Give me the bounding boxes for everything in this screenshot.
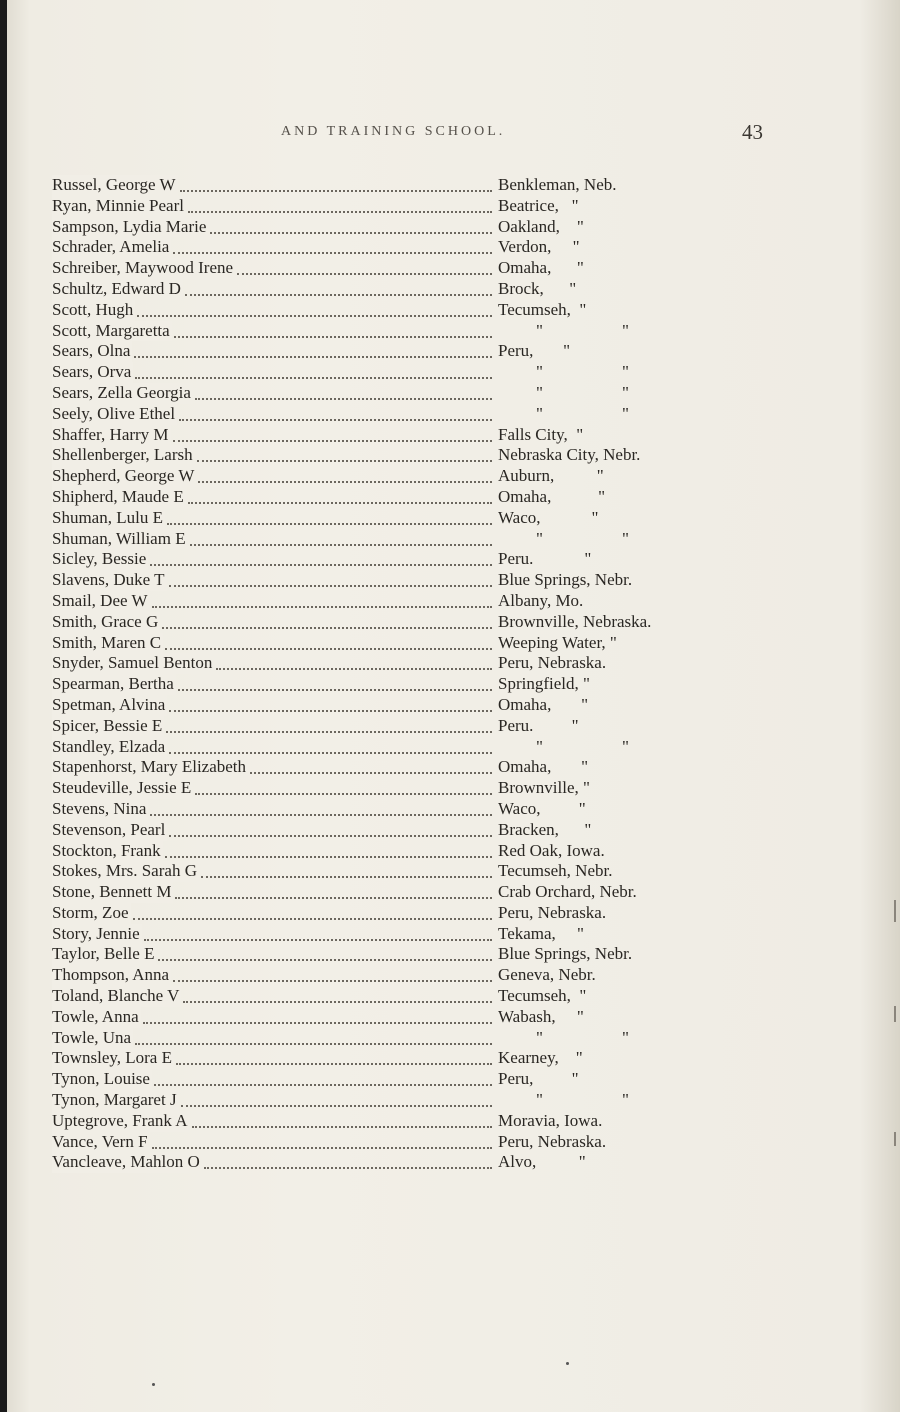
student-name: Schrader, Amelia [52, 237, 170, 257]
dot-leader [169, 750, 492, 754]
dot-leader [174, 334, 492, 338]
list-item [52, 924, 852, 945]
student-name: Toland, Blanche V [52, 986, 180, 1006]
hometown: Tecumseh, " [498, 299, 587, 319]
student-name: Sears, Orva [52, 362, 132, 382]
list-item [52, 1090, 852, 1111]
dot-leader [134, 354, 492, 358]
list-item [52, 1028, 852, 1049]
hometown: Crab Orchard, Nebr. [498, 882, 637, 902]
student-name: Stevens, Nina [52, 798, 147, 818]
student-name: Towle, Una [52, 1027, 132, 1047]
student-name: Smith, Grace G [52, 611, 159, 631]
dot-leader [154, 1082, 492, 1086]
dot-leader [165, 646, 492, 650]
dot-leader [169, 708, 492, 712]
hometown: Peru, Nebraska. [498, 653, 607, 673]
dot-leader [137, 313, 492, 317]
hometown: Peru. " [498, 715, 579, 735]
list-item [52, 861, 852, 882]
list-item [52, 591, 852, 612]
dot-leader [190, 542, 492, 546]
list-item [52, 445, 852, 466]
list-item [52, 882, 852, 903]
hometown: Verdon, " [498, 237, 580, 257]
hometown: Omaha, " [498, 694, 589, 714]
student-name: Storm, Zoe [52, 902, 129, 922]
student-name: Uptegrove, Frank A [52, 1110, 188, 1130]
hometown: Tecumseh, " [498, 986, 587, 1006]
list-item [52, 258, 852, 279]
student-name: Smail, Dee W [52, 590, 148, 610]
student-name: Townsley, Lora E [52, 1048, 172, 1068]
list-item [52, 820, 852, 841]
dot-leader [167, 521, 492, 525]
dot-leader [201, 874, 492, 878]
ditto-mark-town: " [536, 382, 543, 402]
dot-leader [152, 604, 492, 608]
list-item [52, 737, 852, 758]
dot-leader [179, 417, 492, 421]
student-name: Thompson, Anna [52, 965, 170, 985]
dot-leader [165, 854, 492, 858]
hometown: Alvo, " [498, 1152, 586, 1172]
hometown: Omaha, " [498, 486, 606, 506]
running-head: AND TRAINING SCHOOL. [281, 124, 506, 139]
scan-speck [152, 1383, 155, 1386]
student-name: Smith, Maren C [52, 632, 162, 652]
hometown: Tekama, " [498, 923, 584, 943]
list-item [52, 175, 852, 196]
list-item [52, 799, 852, 820]
dot-leader [143, 1020, 492, 1024]
list-item [52, 321, 852, 342]
dot-leader [173, 978, 492, 982]
ditto-mark-state: " [622, 1027, 629, 1047]
ditto-mark-town: " [536, 1090, 543, 1110]
list-item [52, 217, 852, 238]
hometown: Moravia, Iowa. [498, 1110, 603, 1130]
list-item [52, 487, 852, 508]
student-name: Stevenson, Pearl [52, 819, 166, 839]
student-name: Shuman, William E [52, 528, 186, 548]
ditto-mark-state: " [622, 528, 629, 548]
ditto-mark-town: " [536, 320, 543, 340]
dot-leader [175, 895, 492, 899]
list-item [52, 362, 852, 383]
dot-leader [133, 916, 492, 920]
list-item [52, 653, 852, 674]
hometown: Peru, Nebraska. [498, 1131, 607, 1151]
hometown: Springfield, " [498, 674, 590, 694]
list-item [52, 300, 852, 321]
ditto-mark-state: " [622, 362, 629, 382]
list-item [52, 674, 852, 695]
student-name: Shuman, Lulu E [52, 507, 163, 527]
student-directory-list [52, 175, 852, 1173]
list-item [52, 1152, 852, 1173]
student-name: Stapenhorst, Mary Elizabeth [52, 757, 247, 777]
student-name: Spearman, Bertha [52, 674, 174, 694]
student-name: Schultz, Edward D [52, 278, 181, 298]
hometown: Geneva, Nebr. [498, 965, 596, 985]
student-name: Slavens, Duke T [52, 570, 165, 590]
ditto-mark-state: " [622, 320, 629, 340]
list-item [52, 716, 852, 737]
list-item [52, 841, 852, 862]
scan-edge-mark [894, 900, 896, 922]
student-name: Stockton, Frank [52, 840, 161, 860]
dot-leader [176, 1061, 492, 1065]
scan-edge-mark [894, 1132, 896, 1146]
hometown: Waco, " [498, 507, 599, 527]
student-name: Stokes, Mrs. Sarah G [52, 861, 197, 881]
student-name: Russel, George W [52, 175, 176, 194]
ditto-mark-state: " [622, 1090, 629, 1110]
hometown: Beatrice, " [498, 195, 579, 215]
list-item [52, 944, 852, 965]
student-name: Stone, Bennett M [52, 882, 172, 902]
scan-speck [566, 1362, 569, 1365]
student-name: Vancleave, Mahlon O [52, 1152, 200, 1172]
list-item [52, 612, 852, 633]
hometown: Omaha, " [498, 757, 589, 777]
list-item [52, 1069, 852, 1090]
dot-leader [195, 791, 492, 795]
hometown: Peru, " [498, 1069, 579, 1089]
hometown: Omaha, " [498, 258, 584, 278]
list-item [52, 425, 852, 446]
list-item [52, 778, 852, 799]
ditto-mark-state: " [622, 403, 629, 423]
hometown: Benkleman, Neb. [498, 175, 617, 194]
list-item [52, 965, 852, 986]
hometown: Bracken, " [498, 819, 592, 839]
dot-leader [173, 250, 492, 254]
hometown: Kearney, " [498, 1048, 583, 1068]
dot-leader [169, 583, 492, 587]
dot-leader [210, 230, 492, 234]
scan-edge-shadow [0, 0, 7, 1412]
ditto-mark-town: " [536, 362, 543, 382]
list-item [52, 1111, 852, 1132]
student-name: Snyder, Samuel Benton [52, 653, 213, 673]
hometown: Falls City, " [498, 424, 584, 444]
list-item [52, 549, 852, 570]
student-name: Shepherd, George W [52, 466, 195, 486]
list-item [52, 196, 852, 217]
list-item [52, 1007, 852, 1028]
ditto-mark-town: " [536, 528, 543, 548]
list-item [52, 383, 852, 404]
student-name: Sears, Olna [52, 341, 131, 361]
dot-leader [162, 625, 492, 629]
dot-leader [169, 833, 492, 837]
hometown: Peru, " [498, 341, 571, 361]
list-item [52, 633, 852, 654]
dot-leader [173, 438, 492, 442]
dot-leader [178, 687, 492, 691]
student-name: Shipherd, Maude E [52, 486, 184, 506]
hometown: Blue Springs, Nebr. [498, 570, 633, 590]
list-item [52, 508, 852, 529]
student-name: Seely, Olive Ethel [52, 403, 176, 423]
dot-leader [204, 1165, 492, 1169]
hometown: Weeping Water, " [498, 632, 617, 652]
hometown: Albany, Mo. [498, 590, 584, 610]
dot-leader [150, 812, 492, 816]
list-item [52, 341, 852, 362]
hometown: Brownville, " [498, 778, 590, 798]
student-name: Towle, Anna [52, 1006, 139, 1026]
hometown: Auburn, " [498, 466, 604, 486]
dot-leader [180, 188, 492, 192]
dot-leader [198, 479, 492, 483]
dot-leader [135, 1041, 492, 1045]
student-name: Taylor, Belle E [52, 944, 155, 964]
dot-leader [195, 396, 492, 400]
list-item [52, 279, 852, 300]
ditto-mark-state: " [622, 736, 629, 756]
ditto-mark-town: " [536, 736, 543, 756]
list-item [52, 237, 852, 258]
dot-leader [250, 770, 492, 774]
student-name: Story, Jennie [52, 923, 140, 943]
ditto-mark-state: " [622, 382, 629, 402]
student-name: Ryan, Minnie Pearl [52, 195, 184, 215]
page-number: 43 [742, 120, 763, 144]
dot-leader [237, 271, 492, 275]
hometown: Red Oak, Iowa. [498, 840, 605, 860]
dot-leader [216, 666, 492, 670]
student-name: Shellenberger, Larsh [52, 445, 193, 465]
dot-leader [144, 937, 492, 941]
dot-leader [188, 500, 492, 504]
student-name: Shaffer, Harry M [52, 424, 169, 444]
dot-leader [192, 1124, 492, 1128]
ditto-mark-town: " [536, 403, 543, 423]
hometown: Tecumseh, Nebr. [498, 861, 613, 881]
hometown: Peru. " [498, 549, 592, 569]
list-item [52, 903, 852, 924]
student-name: Scott, Hugh [52, 299, 134, 319]
dot-leader [152, 1145, 492, 1149]
hometown: Waco, " [498, 798, 586, 818]
student-name: Scott, Margaretta [52, 320, 170, 340]
dot-leader [188, 209, 492, 213]
dot-leader [150, 562, 492, 566]
student-name: Spicer, Bessie E [52, 715, 163, 735]
list-item [52, 404, 852, 425]
list-item [52, 757, 852, 778]
student-name: Steudeville, Jessie E [52, 778, 192, 798]
dot-leader [166, 729, 492, 733]
list-item [52, 466, 852, 487]
dot-leader [158, 957, 492, 961]
hometown: Peru, Nebraska. [498, 902, 607, 922]
student-name: Sampson, Lydia Marie [52, 216, 207, 236]
dot-leader [181, 1103, 492, 1107]
student-name: Sears, Zella Georgia [52, 382, 191, 402]
student-name: Tynon, Louise [52, 1069, 150, 1089]
hometown: Blue Springs, Nebr. [498, 944, 633, 964]
list-item [52, 570, 852, 591]
list-item [52, 695, 852, 716]
list-item [52, 986, 852, 1007]
ditto-mark-town: " [536, 1027, 543, 1047]
student-name: Schreiber, Maywood Irene [52, 258, 234, 278]
student-name: Standley, Elzada [52, 736, 166, 756]
list-item [52, 1048, 852, 1069]
list-item [52, 529, 852, 550]
hometown: Brock, " [498, 278, 577, 298]
dot-leader [197, 458, 492, 462]
hometown: Nebraska City, Nebr. [498, 445, 641, 465]
hometown: Brownville, Nebraska. [498, 611, 652, 631]
hometown: Oakland, " [498, 216, 584, 236]
page-header [0, 120, 900, 148]
student-name: Spetman, Alvina [52, 694, 166, 714]
student-name: Tynon, Margaret J [52, 1090, 177, 1110]
list-item [52, 1132, 852, 1153]
student-name: Sicley, Bessie [52, 549, 147, 569]
dot-leader [183, 999, 492, 1003]
dot-leader [135, 375, 492, 379]
scan-edge-mark [894, 1006, 896, 1022]
hometown: Wabash, " [498, 1006, 584, 1026]
student-name: Vance, Vern F [52, 1131, 148, 1151]
dot-leader [185, 292, 492, 296]
